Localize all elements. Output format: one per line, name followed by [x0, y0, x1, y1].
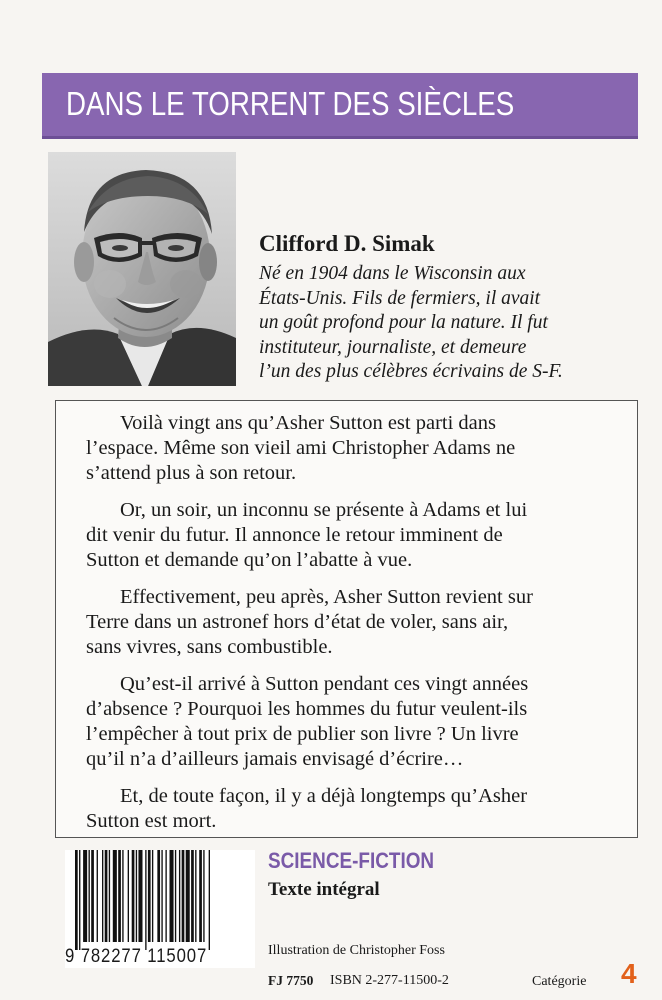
synopsis-line: Sutton est mort. [86, 810, 217, 832]
barcode-bar [186, 850, 190, 942]
synopsis-line: Sutton et demande qu’on l’abatte à vue. [86, 549, 413, 571]
fj-number: FJ 7750 [268, 973, 314, 988]
bio-line: Né en 1904 dans le Wisconsin aux [259, 263, 526, 284]
synopsis-line: dit venir du futur. Il annonce le retour imminent de [86, 524, 503, 546]
synopsis-paragraph [86, 411, 626, 486]
barcode-bar [161, 850, 162, 942]
synopsis-line: Effectivement, peu après, Asher Sutton revient sur [120, 586, 533, 608]
barcode-bar [109, 850, 110, 942]
barcode-bar [170, 850, 174, 942]
synopsis-line: sans vivres, sans combustible. [86, 636, 333, 658]
barcode-bar [89, 850, 90, 942]
barcode-bar [165, 850, 166, 942]
synopsis-line: Qu’est-il arrivé à Sutton pendant ces vingt années [120, 673, 529, 695]
synopsis-line: Voilà vingt ans qu’Asher Sutton est parti dans [120, 412, 496, 434]
barcode-bar [118, 850, 121, 942]
barcode-bar [91, 850, 94, 942]
barcode-bar [148, 850, 151, 942]
barcode-bar [175, 850, 176, 942]
synopsis-line: s’attend plus à son retour. [86, 462, 297, 484]
bio-line: instituteur, journaliste, et demeure [259, 336, 527, 358]
barcode-bar [195, 850, 196, 942]
barcode-bar [97, 850, 98, 942]
synopsis-line: Et, de toute façon, il y a déjà longtemps qu’Asher [120, 785, 528, 807]
synopsis-line: Terre dans un astronef hors d’état de voler, sans air, [86, 611, 509, 633]
isbn-number: ISBN 2-277-11500-2 [330, 973, 449, 988]
integral-label: Texte intégral [268, 879, 380, 900]
barcode-bar [179, 850, 180, 942]
synopsis-paragraph [86, 498, 626, 573]
barcode-bar [191, 850, 194, 942]
author-name: Clifford D. Simak [259, 231, 435, 256]
barcode-bar [105, 850, 108, 942]
synopsis-text [86, 411, 626, 846]
barcode-bar [113, 850, 117, 942]
barcode-bar [157, 850, 160, 942]
bio-line: États-Unis. Fils de fermiers, il avait [259, 287, 541, 309]
barcode-bar [83, 850, 87, 942]
synopsis-line: d’absence ? Pourquoi les hommes du futur veulent-ils [86, 698, 528, 720]
synopsis-line: qu’il n’a d’ailleurs jamais envisagé d’écrire… [86, 748, 464, 770]
illustration-credit: Illustration de Christopher Foss [268, 943, 445, 958]
synopsis-paragraph [86, 585, 626, 660]
bio-line: l’un des plus célèbres écrivains de S-F. [259, 361, 563, 382]
barcode-bar [102, 850, 103, 942]
barcode-bar [122, 850, 123, 942]
bio-line: un goût profond pour la nature. Il fut [259, 312, 548, 333]
barcode-bar [145, 850, 146, 950]
author-bio [259, 262, 649, 385]
barcode-bar [203, 850, 204, 942]
author-portrait-photo [48, 152, 236, 386]
barcode-bar [136, 850, 137, 942]
barcode-bar [199, 850, 202, 942]
barcode-bar [182, 850, 185, 942]
synopsis-line: l’empêcher à tout prix de publier son livre ? Un livre [86, 723, 519, 745]
barcode [65, 850, 255, 968]
synopsis-box [55, 400, 638, 838]
barcode-bar [128, 850, 129, 942]
genre-label: SCIENCE-FICTION [268, 848, 435, 873]
barcode-bar [152, 850, 153, 942]
synopsis-paragraph [86, 672, 626, 772]
book-title: DANS LE TORRENT DES SIÈCLES [66, 85, 515, 122]
title-band [42, 73, 638, 139]
barcode-bar [132, 850, 135, 942]
synopsis-line: l’espace. Même son vieil ami Christopher Adams ne [86, 437, 516, 459]
synopsis-line: Or, un soir, un inconnu se présente à Adams et lui [120, 499, 528, 521]
barcode-bar [75, 850, 78, 950]
author-portrait [48, 152, 236, 386]
barcode-bar [79, 850, 80, 950]
barcode-bar [209, 850, 210, 950]
barcode-bar [138, 850, 142, 942]
barcode-bars [75, 850, 253, 950]
barcode-digits: 9 782277 115007 [65, 946, 208, 967]
category-number: 4 [621, 958, 637, 989]
synopsis-paragraph [86, 784, 626, 834]
category-label: Catégorie [532, 974, 587, 989]
